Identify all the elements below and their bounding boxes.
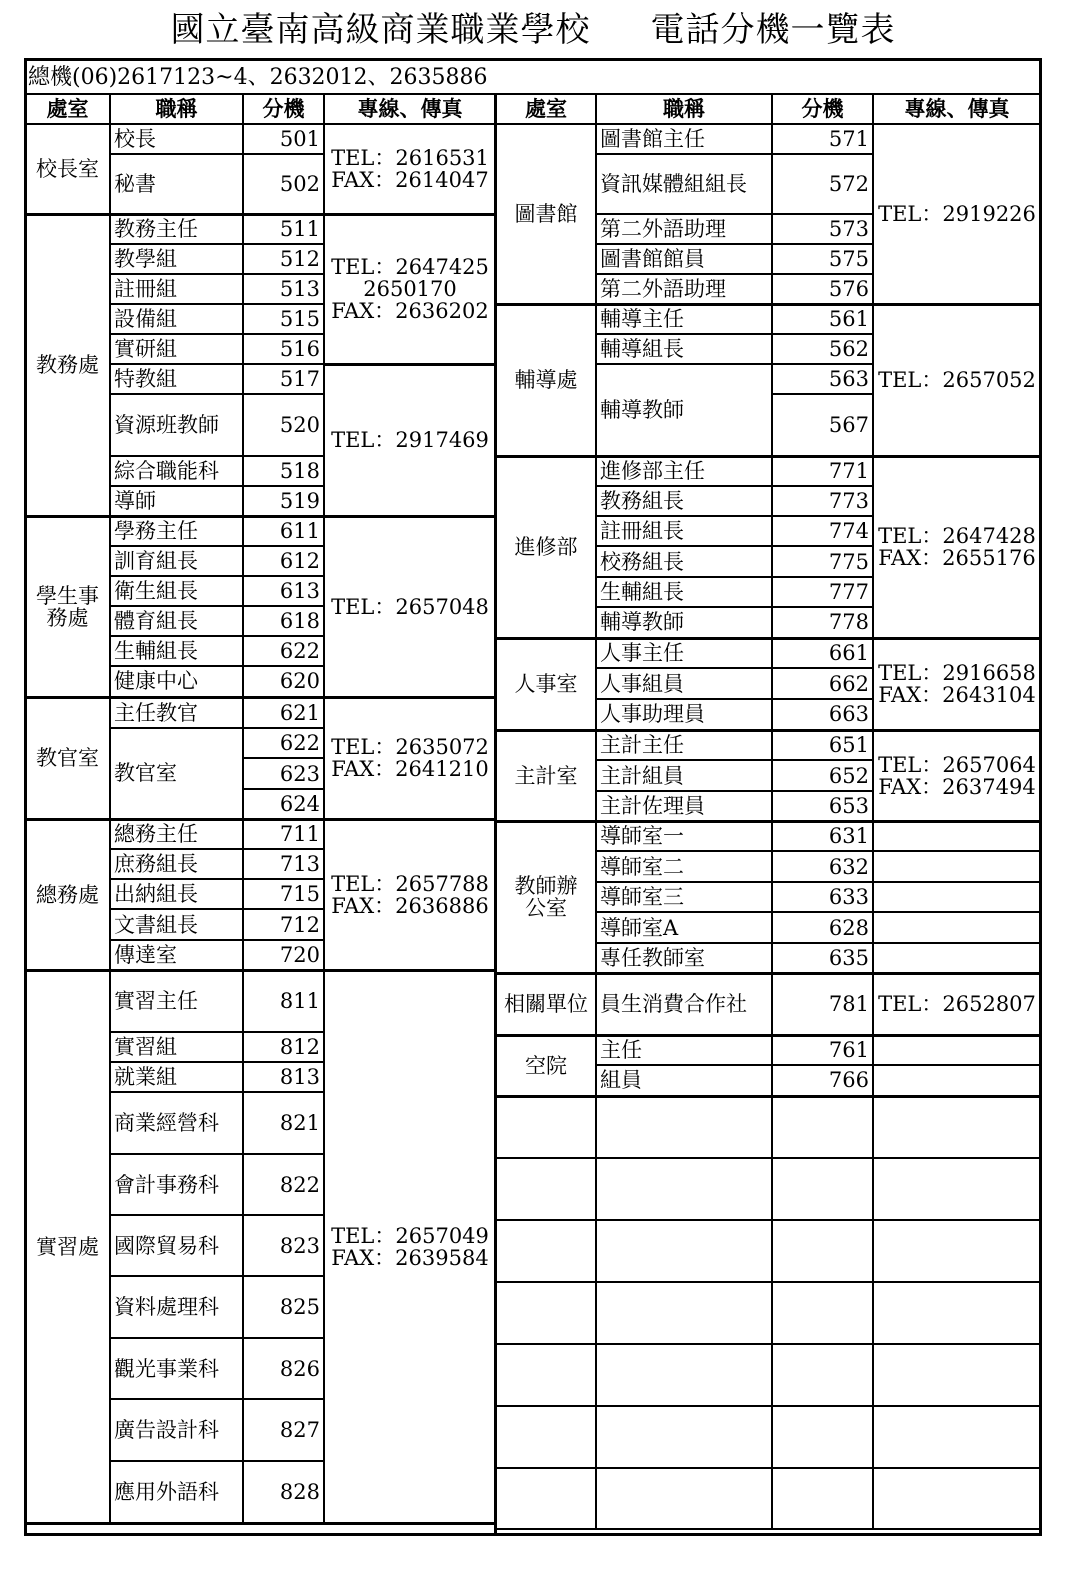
direct-line bbox=[873, 821, 1040, 851]
role-name: 觀光事業科 bbox=[110, 1338, 243, 1399]
extension: 567 bbox=[772, 394, 873, 456]
extension: 573 bbox=[772, 214, 873, 244]
role-name: 組員 bbox=[596, 1065, 772, 1096]
table-row bbox=[497, 821, 1040, 851]
role-name: 資訊媒體組組長 bbox=[596, 154, 772, 214]
role-name: 衛生組長 bbox=[110, 576, 243, 606]
extension: 502 bbox=[243, 154, 324, 214]
extension: 715 bbox=[243, 879, 324, 909]
direct-line bbox=[873, 882, 1040, 912]
extension: 813 bbox=[243, 1062, 324, 1092]
extension: 712 bbox=[243, 909, 324, 940]
line-header: 專線、傳真 bbox=[873, 95, 1040, 124]
dept-header: 處室 bbox=[26, 95, 110, 124]
extension: 618 bbox=[243, 606, 324, 636]
role-name: 輔導組長 bbox=[596, 334, 772, 364]
extension: 662 bbox=[772, 668, 873, 699]
empty-cell bbox=[596, 1406, 772, 1468]
role-name: 員生消費合作社 bbox=[596, 973, 772, 1035]
extension: 827 bbox=[243, 1399, 324, 1461]
empty-cell bbox=[596, 1158, 772, 1220]
role-name: 校務組長 bbox=[596, 546, 772, 577]
role-name: 進修部主任 bbox=[596, 456, 772, 486]
direct-line: TEL：2657048 bbox=[324, 516, 495, 697]
role-name: 生輔組長 bbox=[110, 636, 243, 666]
document-name: 電話分機一覽表 bbox=[650, 10, 896, 50]
header-row bbox=[497, 95, 1040, 124]
empty-row bbox=[497, 1282, 1040, 1344]
dept-name: 學生事 務處 bbox=[26, 516, 110, 697]
direct-line: TEL：2616531 FAX：2614047 bbox=[324, 124, 495, 214]
role-name: 特教組 bbox=[110, 364, 243, 394]
extension: 713 bbox=[243, 849, 324, 879]
extension: 513 bbox=[243, 274, 324, 304]
dept-name: 教官室 bbox=[26, 697, 110, 819]
empty-cell bbox=[873, 1158, 1040, 1220]
empty-cell bbox=[596, 1344, 772, 1406]
extension: 777 bbox=[772, 577, 873, 607]
dept-name: 相關單位 bbox=[497, 973, 596, 1035]
direct-line bbox=[873, 943, 1040, 973]
direct-line: TEL：2635072 FAX：2641210 bbox=[324, 697, 495, 819]
extension: 633 bbox=[772, 882, 873, 912]
role-name: 導師 bbox=[110, 486, 243, 516]
role-name: 人事助理員 bbox=[596, 699, 772, 730]
role-name: 圖書館館員 bbox=[596, 244, 772, 274]
role-name: 校長 bbox=[110, 124, 243, 154]
table-row bbox=[497, 304, 1040, 334]
extension: 653 bbox=[772, 791, 873, 821]
page-title bbox=[0, 8, 1066, 52]
role-name: 導師室三 bbox=[596, 882, 772, 912]
role-name: 主計主任 bbox=[596, 730, 772, 760]
role-header: 職稱 bbox=[596, 95, 772, 124]
role-name: 教務主任 bbox=[110, 214, 243, 244]
extension: 651 bbox=[772, 730, 873, 760]
role-name: 註冊組 bbox=[110, 274, 243, 304]
table-row bbox=[26, 970, 495, 1032]
role-name: 主任教官 bbox=[110, 697, 243, 728]
ext-header: 分機 bbox=[772, 95, 873, 124]
header-row bbox=[26, 95, 495, 124]
direct-line bbox=[873, 851, 1040, 882]
role-name: 生輔組長 bbox=[596, 577, 772, 607]
extension: 612 bbox=[243, 546, 324, 576]
extension: 611 bbox=[243, 516, 324, 546]
empty-cell bbox=[873, 1406, 1040, 1468]
extension: 511 bbox=[243, 214, 324, 244]
dept-name: 實習處 bbox=[26, 970, 110, 1523]
role-name: 資料處理科 bbox=[110, 1276, 243, 1338]
direct-line: TEL：2652807 bbox=[873, 973, 1040, 1035]
direct-line: TEL：2919226 bbox=[873, 124, 1040, 304]
extension: 812 bbox=[243, 1032, 324, 1062]
role-name: 訓育組長 bbox=[110, 546, 243, 576]
table-row bbox=[26, 516, 495, 546]
extension: 826 bbox=[243, 1338, 324, 1399]
role-name: 就業組 bbox=[110, 1062, 243, 1092]
empty-cell bbox=[596, 1220, 772, 1282]
role-name: 體育組長 bbox=[110, 606, 243, 636]
table-row bbox=[497, 456, 1040, 486]
extension: 631 bbox=[772, 821, 873, 851]
role-name: 導師室二 bbox=[596, 851, 772, 882]
role-name: 出納組長 bbox=[110, 879, 243, 909]
empty-row bbox=[497, 1468, 1040, 1529]
role-name: 總務主任 bbox=[110, 819, 243, 849]
table-row bbox=[26, 124, 495, 154]
dept-name: 教師辦 公室 bbox=[497, 821, 596, 973]
direct-line bbox=[873, 1035, 1040, 1065]
dept-name: 教務處 bbox=[26, 214, 110, 516]
role-header: 職稱 bbox=[110, 95, 243, 124]
role-name: 圖書館主任 bbox=[596, 124, 772, 154]
dept-header: 處室 bbox=[497, 95, 596, 124]
empty-cell bbox=[772, 1096, 873, 1158]
empty-cell bbox=[772, 1406, 873, 1468]
extension: 720 bbox=[243, 940, 324, 970]
role-name: 導師室A bbox=[596, 912, 772, 943]
direct-line: TEL：2657049 FAX：2639584 bbox=[324, 970, 495, 1523]
left-directory bbox=[26, 95, 495, 1525]
role-name: 國際貿易科 bbox=[110, 1215, 243, 1276]
role-name: 秘書 bbox=[110, 154, 243, 214]
table-row bbox=[497, 973, 1040, 1035]
empty-cell bbox=[497, 1158, 596, 1220]
extension: 635 bbox=[772, 943, 873, 973]
empty-cell bbox=[497, 1220, 596, 1282]
extension: 517 bbox=[243, 364, 324, 394]
extension: 622 bbox=[243, 728, 324, 758]
role-name: 庶務組長 bbox=[110, 849, 243, 879]
empty-cell bbox=[873, 1220, 1040, 1282]
empty-row bbox=[497, 1344, 1040, 1406]
role-name: 主計組員 bbox=[596, 760, 772, 791]
extension: 761 bbox=[772, 1035, 873, 1065]
extension: 563 bbox=[772, 364, 873, 394]
extension: 828 bbox=[243, 1461, 324, 1523]
table-row bbox=[497, 1035, 1040, 1065]
empty-cell bbox=[596, 1282, 772, 1344]
role-name: 第二外語助理 bbox=[596, 214, 772, 244]
empty-cell bbox=[873, 1282, 1040, 1344]
extension: 825 bbox=[243, 1276, 324, 1338]
extension: 778 bbox=[772, 607, 873, 638]
empty-row bbox=[497, 1220, 1040, 1282]
extension: 518 bbox=[243, 456, 324, 486]
role-name: 教官室 bbox=[110, 728, 243, 819]
extension: 561 bbox=[772, 304, 873, 334]
extension: 774 bbox=[772, 516, 873, 546]
extension: 520 bbox=[243, 394, 324, 456]
dept-name: 人事室 bbox=[497, 638, 596, 730]
empty-cell bbox=[497, 1344, 596, 1406]
extension: 516 bbox=[243, 334, 324, 364]
empty-row bbox=[497, 1406, 1040, 1468]
extension: 575 bbox=[772, 244, 873, 274]
extension: 661 bbox=[772, 638, 873, 668]
direct-line: TEL：2916658 FAX：2643104 bbox=[873, 638, 1040, 730]
extension: 771 bbox=[772, 456, 873, 486]
role-name: 導師室一 bbox=[596, 821, 772, 851]
dept-name: 輔導處 bbox=[497, 304, 596, 456]
role-name: 廣告設計科 bbox=[110, 1399, 243, 1461]
role-name: 設備組 bbox=[110, 304, 243, 334]
extension: 571 bbox=[772, 124, 873, 154]
role-name: 文書組長 bbox=[110, 909, 243, 940]
extension: 811 bbox=[243, 970, 324, 1032]
empty-cell bbox=[497, 1468, 596, 1529]
empty-cell bbox=[497, 1096, 596, 1158]
empty-cell bbox=[873, 1344, 1040, 1406]
empty-cell bbox=[497, 1282, 596, 1344]
dept-name: 總務處 bbox=[26, 819, 110, 970]
extension: 773 bbox=[772, 486, 873, 516]
dept-name: 主計室 bbox=[497, 730, 596, 821]
extension: 512 bbox=[243, 244, 324, 274]
extension: 515 bbox=[243, 304, 324, 334]
ext-header: 分機 bbox=[243, 95, 324, 124]
role-name: 實習主任 bbox=[110, 970, 243, 1032]
direct-line: TEL：2647425 2650170 FAX：2636202 bbox=[324, 214, 495, 364]
extension: 766 bbox=[772, 1065, 873, 1096]
empty-cell bbox=[873, 1468, 1040, 1529]
main-switchboard: 總機(06)2617123~4、2632012、2635886 bbox=[28, 65, 488, 90]
role-name: 商業經營科 bbox=[110, 1092, 243, 1154]
role-name: 實習組 bbox=[110, 1032, 243, 1062]
extension: 620 bbox=[243, 666, 324, 697]
direct-line bbox=[873, 912, 1040, 943]
dept-name: 空院 bbox=[497, 1035, 596, 1096]
table-row bbox=[497, 638, 1040, 668]
extension: 822 bbox=[243, 1154, 324, 1215]
role-name: 會計事務科 bbox=[110, 1154, 243, 1215]
extension: 711 bbox=[243, 819, 324, 849]
direct-line: TEL：2657788 FAX：2636886 bbox=[324, 819, 495, 970]
empty-cell bbox=[596, 1468, 772, 1529]
empty-cell bbox=[772, 1344, 873, 1406]
school-name: 國立臺南高級商業職業學校 bbox=[170, 10, 591, 50]
direct-line: TEL：2657064 FAX：2637494 bbox=[873, 730, 1040, 821]
direct-line: TEL：2917469 bbox=[324, 364, 495, 516]
extension: 576 bbox=[772, 274, 873, 304]
extension: 823 bbox=[243, 1215, 324, 1276]
extension: 628 bbox=[772, 912, 873, 943]
role-name: 資源班教師 bbox=[110, 394, 243, 456]
right-directory bbox=[497, 95, 1040, 1530]
empty-cell bbox=[772, 1158, 873, 1220]
role-name: 輔導教師 bbox=[596, 364, 772, 456]
table-row bbox=[26, 697, 495, 728]
direct-line bbox=[873, 1065, 1040, 1096]
role-name: 實研組 bbox=[110, 334, 243, 364]
role-name: 教務組長 bbox=[596, 486, 772, 516]
role-name: 主任 bbox=[596, 1035, 772, 1065]
line-header: 專線、傳真 bbox=[324, 95, 495, 124]
role-name: 應用外語科 bbox=[110, 1461, 243, 1523]
extension: 562 bbox=[772, 334, 873, 364]
extension: 623 bbox=[243, 758, 324, 789]
empty-cell bbox=[596, 1096, 772, 1158]
extension: 572 bbox=[772, 154, 873, 214]
empty-row bbox=[497, 1096, 1040, 1158]
role-name: 傳達室 bbox=[110, 940, 243, 970]
extension: 501 bbox=[243, 124, 324, 154]
table-row bbox=[26, 214, 495, 244]
role-name: 輔導主任 bbox=[596, 304, 772, 334]
empty-cell bbox=[497, 1406, 596, 1468]
extension: 519 bbox=[243, 486, 324, 516]
extension: 821 bbox=[243, 1092, 324, 1154]
extension: 652 bbox=[772, 760, 873, 791]
extension: 621 bbox=[243, 697, 324, 728]
table-row bbox=[497, 730, 1040, 760]
role-name: 專任教師室 bbox=[596, 943, 772, 973]
dept-name: 進修部 bbox=[497, 456, 596, 638]
extension: 613 bbox=[243, 576, 324, 606]
role-name: 輔導教師 bbox=[596, 607, 772, 638]
direct-line: TEL：2657052 bbox=[873, 304, 1040, 456]
empty-cell bbox=[772, 1282, 873, 1344]
extension: 632 bbox=[772, 851, 873, 882]
empty-cell bbox=[873, 1096, 1040, 1158]
table-row bbox=[26, 819, 495, 849]
extension: 775 bbox=[772, 546, 873, 577]
dept-name: 圖書館 bbox=[497, 124, 596, 304]
empty-row bbox=[497, 1158, 1040, 1220]
role-name: 主計佐理員 bbox=[596, 791, 772, 821]
role-name: 健康中心 bbox=[110, 666, 243, 697]
dept-name: 校長室 bbox=[26, 124, 110, 214]
empty-cell bbox=[772, 1220, 873, 1282]
role-name: 人事主任 bbox=[596, 638, 772, 668]
role-name: 教學組 bbox=[110, 244, 243, 274]
role-name: 學務主任 bbox=[110, 516, 243, 546]
empty-cell bbox=[772, 1468, 873, 1529]
extension: 663 bbox=[772, 699, 873, 730]
extension: 622 bbox=[243, 636, 324, 666]
direct-line: TEL：2647428 FAX：2655176 bbox=[873, 456, 1040, 638]
role-name: 人事組員 bbox=[596, 668, 772, 699]
role-name: 第二外語助理 bbox=[596, 274, 772, 304]
role-name: 綜合職能科 bbox=[110, 456, 243, 486]
extension: 781 bbox=[772, 973, 873, 1035]
table-row bbox=[497, 124, 1040, 154]
role-name: 註冊組長 bbox=[596, 516, 772, 546]
extension: 624 bbox=[243, 789, 324, 819]
